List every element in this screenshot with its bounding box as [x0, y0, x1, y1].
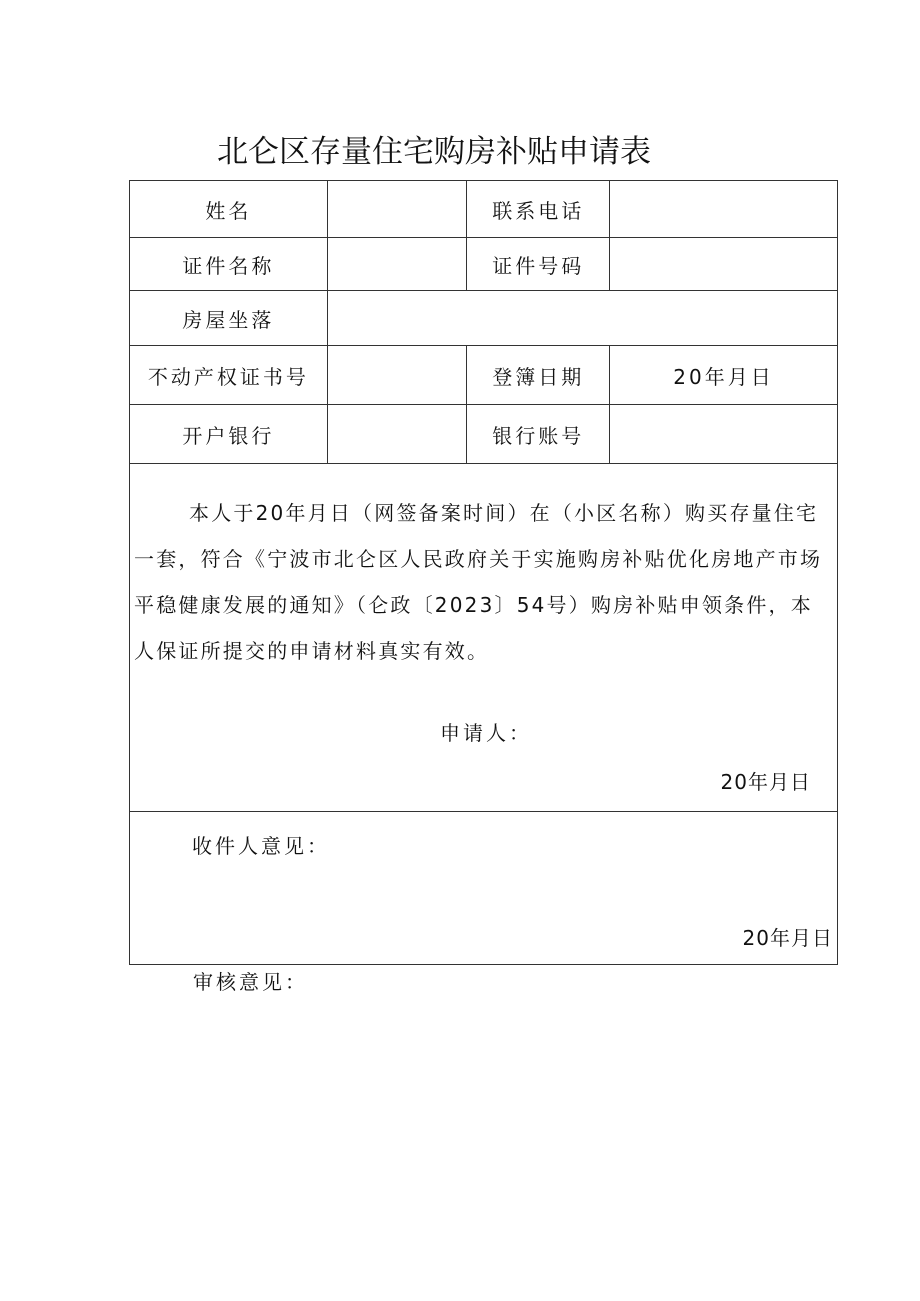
receiver-opinion-label: 收件人意见： — [192, 834, 330, 858]
address-field[interactable] — [327, 291, 837, 346]
table-row — [130, 346, 838, 405]
phone-field[interactable] — [610, 181, 838, 238]
review-opinion-label: 审核意见： — [193, 970, 308, 994]
page-title: 北仑区存量住宅购房补贴申请表 — [217, 134, 651, 170]
table-row — [130, 405, 838, 464]
applicant-signature-label: 申请人： — [440, 721, 532, 745]
id-type-label: 证件名称 — [130, 238, 328, 291]
reg-date-label: 登簿日期 — [467, 346, 610, 405]
id-number-field[interactable] — [610, 238, 838, 291]
account-field[interactable] — [610, 405, 838, 464]
declaration-date: 20年月日 — [720, 770, 811, 794]
declaration-text: 本人于20年月日（网签备案时间）在（小区名称）购买存量住宅一套，符合《宁波市北仑区人民政府关于实施购房补贴优化房地产市场平稳健康发展的通知》（仑政〔2023〕54号）购房补贴申领条件，本人保证所提交的申请材料真实有效。 — [134, 501, 823, 663]
cert-number-label: 不动产权证书号 — [130, 346, 328, 405]
receiver-cell — [130, 812, 838, 965]
reg-date-field[interactable]: 20年月日 — [610, 346, 838, 405]
phone-label: 联系电话 — [467, 181, 610, 238]
table-row — [130, 181, 838, 238]
receiver-row — [130, 812, 838, 965]
address-label: 房屋坐落 — [130, 291, 328, 346]
id-number-label: 证件号码 — [467, 238, 610, 291]
id-type-field[interactable] — [327, 238, 467, 291]
table-row — [130, 238, 838, 291]
bank-field[interactable] — [327, 405, 467, 464]
account-label: 银行账号 — [467, 405, 610, 464]
bank-label: 开户银行 — [130, 405, 328, 464]
declaration-row — [130, 464, 838, 812]
declaration-cell — [130, 464, 838, 812]
receiver-date: 20年月日 — [742, 926, 833, 950]
application-form-table — [129, 180, 838, 965]
name-field[interactable] — [327, 181, 467, 238]
cert-number-field[interactable] — [327, 346, 467, 405]
table-row — [130, 291, 838, 346]
name-label: 姓名 — [130, 181, 328, 238]
